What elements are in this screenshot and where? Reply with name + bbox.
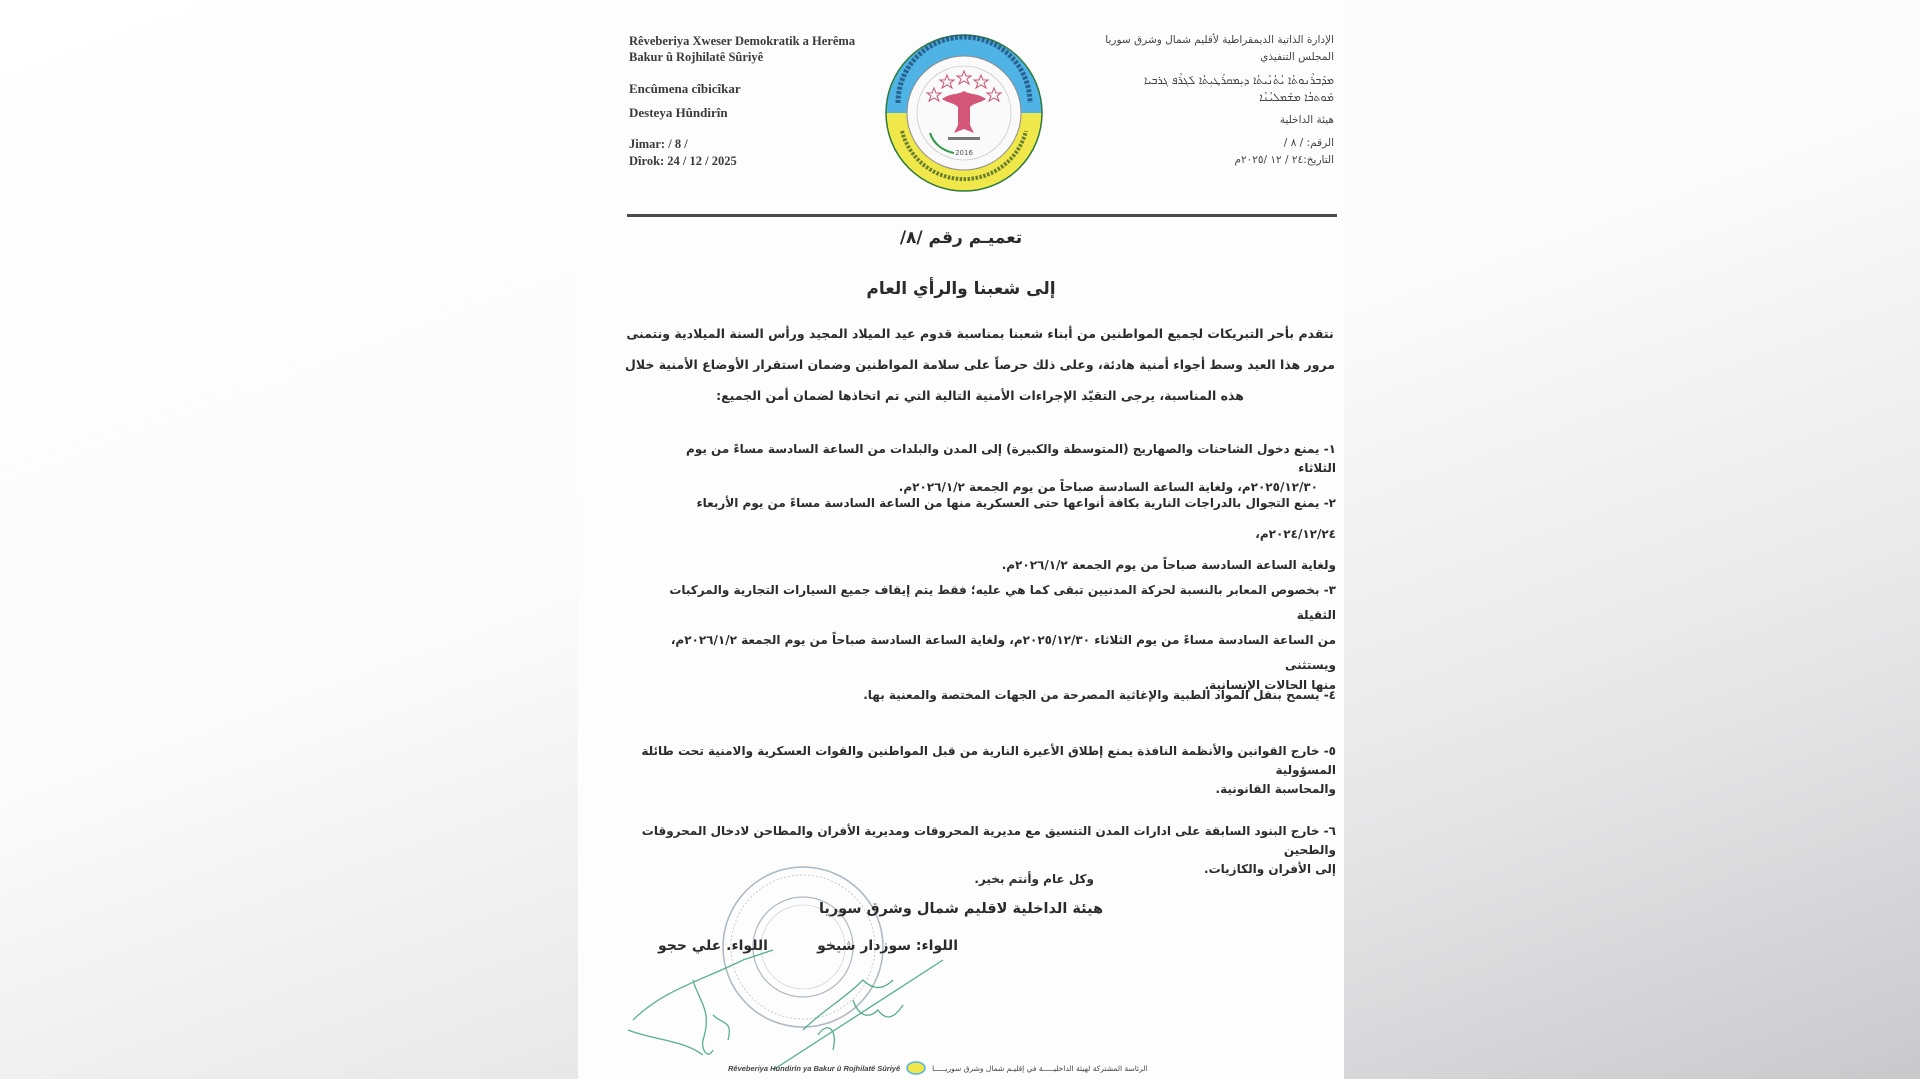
org-name-ku-line2: Bakur û Rojhilatê Sûriyê xyxy=(629,50,764,64)
document-page xyxy=(578,0,1344,1079)
administration-logo xyxy=(884,33,1044,193)
item-6: ٦- خارج البنود السابقة على ادارات المدن التنسيق مع مديرية المحروقات ومديرية الأفران والمطاحن لادخال المحروقات والطحين إلى الأفران والكازيات. xyxy=(641,824,1336,876)
circular-title: تعميـم رقم /٨/ xyxy=(899,228,1023,248)
footer-kurdish: Rêveberiya Hundirîn ya Bakur û Rojhilatê Sûriyê xyxy=(728,1063,901,1073)
intro-paragraph: نتقدم بأحر التبريكات لجميع المواطنين من أبناء شعبنا بمناسبة قدوم عيد الميلاد المجيد ورأس السنة الميلادية ونتمنى مرور هذا العيد وسط أجواء أمنية هادئة، وعلى ذلك حرصاً على سلامة المواطنين وضمان استقرار الأوضاع الأمنية خلال هذه المناسبة، يرجى التقيّد الإجراءات الأمنية التالية التي تم اتخاذها لضمان أمن الجميع: xyxy=(625,326,1335,403)
page-footer xyxy=(728,1060,1268,1076)
council-ku: Encûmena cîbicîkar xyxy=(629,81,741,96)
signatory-2: اللواء. علي حجو xyxy=(658,938,768,954)
signatory-organization: هيئة الداخلية لاقليم شمال وشرق سوريا xyxy=(818,901,1104,917)
doc-number-ku: Jimar: / 8 / xyxy=(629,137,688,151)
footer-arabic: الرئاسة المشتركة لهيئة الداخليـــــة في إقليـم شمال وشرق سوريـــــا xyxy=(932,1063,1148,1073)
signatory-1: اللواء: سوزدار شيخو xyxy=(817,938,958,954)
doc-date-ku: Dîrok: 24 / 12 / 2025 xyxy=(629,154,737,168)
logo-year: 2016 xyxy=(955,149,973,157)
org-name-ku-line1: Rêveberiya Xweser Demokratik a Herêma xyxy=(629,34,856,48)
org-name-ar-line1: الإدارة الذاتية الديمقراطية لأقليم شمال وشرق سوريا xyxy=(1105,34,1334,46)
addressee: إلى شعبنا والرأي العام xyxy=(866,279,1056,299)
header-arabic xyxy=(1074,32,1334,169)
department-ku: Desteya Hûndirîn xyxy=(629,105,728,120)
header-divider xyxy=(627,214,1337,217)
org-name-ar-line2: المجلس التنفيذي xyxy=(1260,51,1334,63)
department-ar: هيئة الداخلية xyxy=(1279,114,1334,126)
closing-greeting: وكل عام وأنتم بخير. xyxy=(974,872,1094,886)
item-2: ٢- يمنع التجوال بالدراجات النارية بكافة أنواعها حتى العسكرية منها من الساعة السادسة مساءً من يوم الأربعاء ٢٠٢٤/١٢/٢٤م، ولغاية الساعة السادسة صباحاً من يوم الجمعة ٢٠٢٦/١/٢م. xyxy=(696,496,1336,572)
item-4: ٤- يسمح بنقل المواد الطبية والإغاثية المصرحة من الجهات المختصة والمعنية بها. xyxy=(863,688,1336,702)
handwritten-signature xyxy=(623,920,953,1070)
org-name-syriac-line2: ܡܰܘܬܒܳܐ ܡܫܰܡܠܝܳܢܳܐ xyxy=(1259,91,1334,104)
item-1: ١- يمنع دخول الشاحنات والصهاريج (المتوسطة والكبيرة) إلى المدن والبلدات من الساعة السادسة مساءً من يوم الثلاثاء ٢٠٢٥/١٢/٣٠م، ولغاية الساعة السادسة صباحاً من يوم الجمعة ٢٠٢٦/١/٢م. xyxy=(686,442,1336,494)
item-3: ٣- بخصوص المعابر بالنسبة لحركة المدنيين تبقى كما هي عليه؛ فقط يتم إيقاف جميع السيارات التجارية والمركبات الثقيلة من الساعة السادسة مساءً من يوم الثلاثاء ٢٠٢٥/١٢/٣٠م، ولغاية الساعة السادسة صباحاً من يوم الجمعة ٢٠٢٦/١/٢م، ويستثنى منها الحالات الإنسانية. xyxy=(669,583,1336,692)
doc-number-ar: الرقم: / ٨ / xyxy=(1283,137,1334,149)
doc-date-ar: التاريخ:٢٤ / ١٢ /٢٠٢٥م xyxy=(1234,154,1334,166)
header-kurdish xyxy=(629,33,889,169)
org-name-syriac-line1: ܡܕܰܒܪܳܢܘܬܳܐ ܝܳܬܳܢܳܝܬܳܐ ܕܝܼܡܩܪܰܛܝܼܬܳܐ ܠܰܓܪܳܦ ܓܪܒܝܐ xyxy=(1143,74,1334,87)
footer-logo-icon xyxy=(906,1061,926,1075)
item-5: ٥- خارج القوانين والأنظمة النافذة يمنع إطلاق الأعيرة النارية من قبل المواطنين والقوات العسكرية والامنية تحت طائلة المسؤولية والمحاسبة القانونية. xyxy=(641,744,1336,796)
